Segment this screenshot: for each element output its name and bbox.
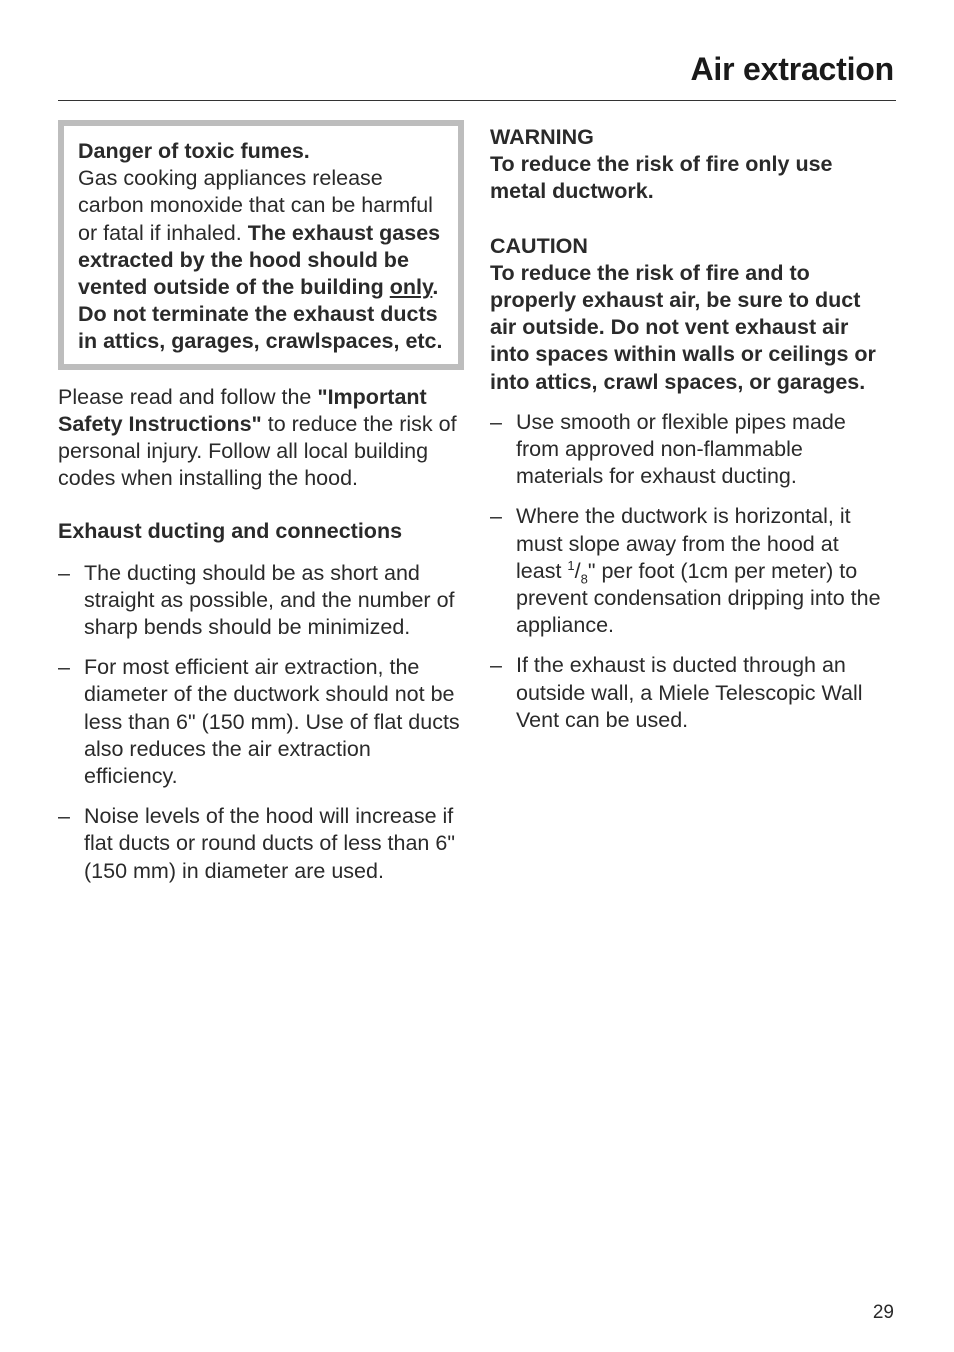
list-item-text: Where the ductwork is horizontal, it must slope away from the hood at least	[516, 504, 851, 583]
danger-heading: Danger of toxic fumes.	[78, 139, 310, 163]
dash-bullet: –	[58, 655, 70, 680]
warning-block	[490, 124, 890, 206]
list-item	[490, 503, 890, 639]
list-item-text-cont: " per foot (1cm per meter) to prevent condensation dripping into the appliance.	[516, 558, 881, 638]
right-column	[490, 124, 890, 747]
list-item-text: Use smooth or flexible pipes made from approved non-flammable materials for exhaust ducting.	[516, 409, 846, 489]
intro-text-b: to reduce the risk of personal injury. Follow all local building codes when installing the hood.	[58, 411, 457, 491]
ducting-list	[490, 409, 890, 734]
warning-text: To reduce the risk of fire only use metal ductwork.	[490, 152, 833, 204]
page-number: 29	[872, 1302, 894, 1323]
fraction-denominator: 8	[580, 571, 588, 587]
fraction-numerator: 1	[567, 557, 575, 573]
list-item	[58, 803, 464, 885]
section-heading-exhaust: Exhaust ducting and connections	[58, 519, 403, 544]
intro-paragraph	[58, 384, 464, 493]
dash-bullet: –	[490, 409, 502, 434]
intro-text-a: Please read and follow the	[58, 384, 312, 409]
list-item-text: The ducting should be as short and straight as possible, and the number of sharp bends should be minimized.	[84, 560, 455, 640]
exhaust-list	[58, 560, 464, 885]
dash-bullet: –	[58, 804, 70, 829]
danger-text: Gas cooking appliances release carbon monoxide that can be harmful or fatal if inhaled.	[78, 166, 433, 245]
list-item-text: For most efficient air extraction, the diameter of the ductwork should not be less than 6" (150 mm). Use of flat ducts also reduces the air extraction efficiency.	[84, 655, 460, 789]
fraction-slash: /	[574, 558, 581, 583]
caution-label: CAUTION	[490, 233, 588, 258]
list-item	[58, 560, 464, 642]
dash-bullet: –	[490, 504, 502, 529]
danger-warning-box	[58, 120, 464, 370]
caution-block	[490, 233, 890, 396]
page-title: Air extraction	[690, 51, 894, 87]
intro-safety-instructions: "Important Safety Instructions"	[58, 384, 427, 436]
dash-bullet: –	[58, 560, 70, 585]
danger-period: .	[432, 275, 439, 300]
dash-bullet: –	[490, 653, 502, 678]
warning-label: WARNING	[490, 125, 594, 149]
danger-terminate-text: Do not terminate the exhaust ducts in attics, garages, crawlspaces, etc.	[78, 302, 443, 354]
list-item	[490, 652, 890, 734]
left-column	[58, 120, 464, 898]
list-item	[58, 654, 464, 790]
caution-text: To reduce the risk of fire and to properly exhaust air, be sure to duct air outside. Do not vent exhaust air into spaces within walls or ceilings or into attics, crawl spaces, or garages.	[490, 260, 876, 394]
danger-underlined-only: only	[389, 275, 433, 300]
list-item-text: Noise levels of the hood will increase if flat ducts or round ducts of less than 6" (150 mm) in diameter are used.	[84, 804, 455, 883]
danger-bold-text: The exhaust gases extracted by the hood should be vented outside of the building	[78, 220, 441, 300]
header-divider	[58, 100, 896, 101]
list-item-text: If the exhaust is ducted through an outside wall, a Miele Telescopic Wall Vent can be used.	[516, 653, 863, 732]
list-item	[490, 409, 890, 491]
